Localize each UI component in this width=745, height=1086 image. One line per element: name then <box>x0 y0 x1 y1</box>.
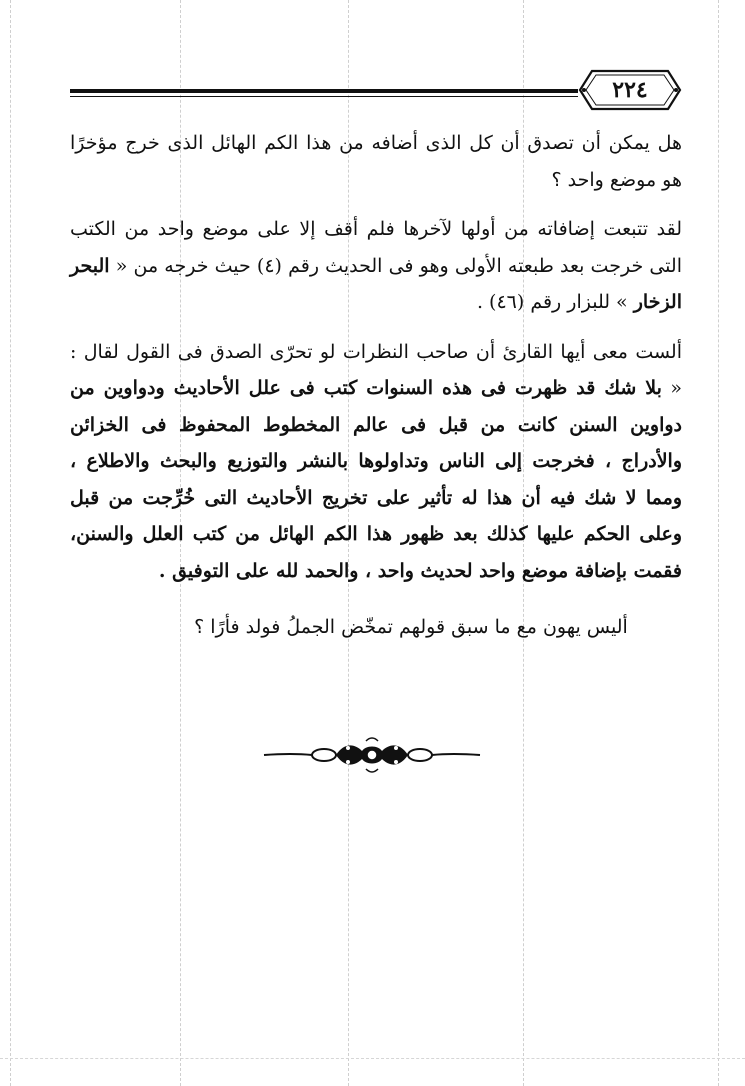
scan-guide-line <box>718 0 719 1086</box>
paragraph-2-cont: من « <box>115 254 159 277</box>
paragraph-3 <box>70 334 682 590</box>
paragraph-2-text: لقد تتبعت إضافاته من أولها لآخرها فلم أقف إلا على موضع واحد من الكتب التى خرجت بعد طبعته الأولى وهو فى الحديث رقم (٤) حيث خرجه <box>70 218 682 277</box>
scan-guide-line <box>10 0 11 1086</box>
header-rule <box>70 89 578 93</box>
paragraph-2-end: » للبزار رقم (٤٦) . <box>476 291 628 313</box>
paragraph-1: هل يمكن أن تصدق أن كل الذى أضافه من هذا الكم الهائل الذى خرج مؤخرًا هو موضع واحد ؟ <box>70 132 682 191</box>
quoted-passage: بلا شك قد ظهرت فى هذه السنوات كتب فى علل الأحاديث ودواوين من دواوين السنن كانت من قبل فى عالم المخطوط المحفوظ فى الخزائن والأدراج ، فخرجت إلى الناس وتداولوها بالنشر والتوزيع والبحث والاطلاع ، ومما لا شك فيه أن هذا له تأثير على تخريج الأحاديث التى خُرِّجت من قبل وعلى الحكم عليها كذلك بعد ظهور هذا الكم الهائل من كتب العلل والسنن، فقمت بإضافة موضع واحد لحديث واحد ، والحمد لله على التوفيق . <box>70 377 682 582</box>
decorative-ornament <box>262 735 482 775</box>
book-title: البحر الزخار <box>70 254 682 313</box>
paragraph-4: أليس يهون مع ما سبق قولهم تمخّض الجملُ فولد فأرًا ؟ <box>194 616 628 638</box>
paragraph-2 <box>70 211 682 321</box>
page-number: ٢٢٤ <box>612 77 648 103</box>
paragraph-3-intro: ألست معى أيها القارئ أن صاحب النظرات لو تحرّى الصدق فى القول لقال : « <box>70 340 683 399</box>
page-number-frame <box>578 67 682 113</box>
scan-guide-line <box>0 1058 745 1059</box>
page-body <box>70 125 682 659</box>
